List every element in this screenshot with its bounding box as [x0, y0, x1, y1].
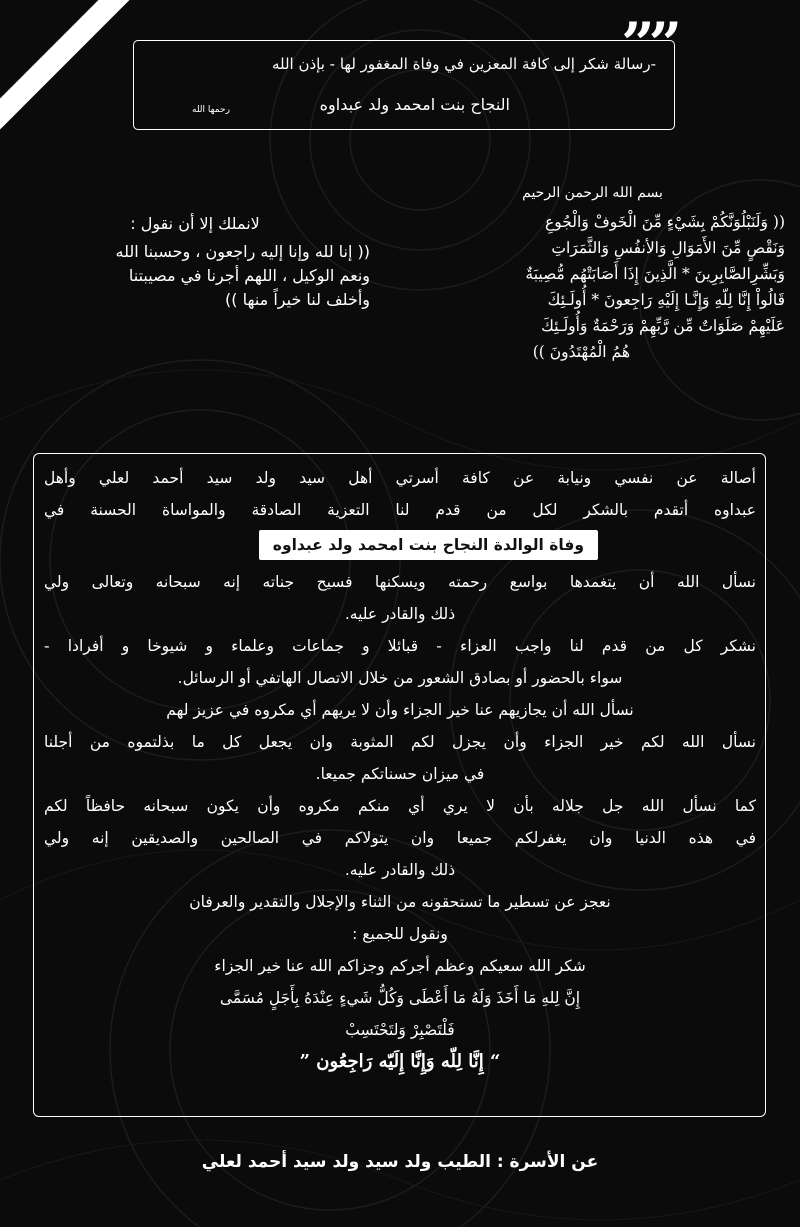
- basmala: بسم الله الرحمن الرحيم: [522, 185, 663, 201]
- highlighted-name: وفاة الوالدة النجاح بنت امحمد ولد عبداوه: [259, 530, 598, 560]
- thanks-message-box: [33, 453, 766, 1117]
- message-line: ذلك والقادر عليه.: [344, 861, 456, 879]
- verse-line: هُمُ الْمُهْتَدُونَ )): [532, 343, 630, 361]
- message-line: عبداوه أتقدم بالشكر لكل من قدم لنا التعزية الصادقة والمواساة الحسنة في: [44, 501, 756, 519]
- verse-line: (( وَلَنَبْلُوَنَّكُمْ بِشَيْءٍ مِّنَ الْخَوفْ وَالْجُوعِ: [545, 213, 785, 231]
- message-line: في ميزان حسناتكم جميعا.: [315, 765, 485, 783]
- prayer-lines: [20, 240, 370, 312]
- prayer-block: [20, 212, 370, 312]
- message-line: أصالة عن نفسي ونيابة عن كافة أسرتي أهل سيد ولد سيد أحمد لعلي وأهل: [44, 469, 756, 487]
- message-line: نسأل الله أن يجازيهم عنا خير الجزاء وأن لا يريهم أي مكروه في عزيز لهم: [166, 701, 634, 719]
- header-title: -رسالة شكر إلى كافة المعزين في وفاة المغفور لها - بإذن الله: [271, 55, 656, 73]
- verse-line: قَالُواْ إِنَّا لِلّهِ وَإِنَّـا إِلَيْهِ رَاجِعونَ * أُولَـئِكَ: [547, 291, 785, 309]
- message-line: نعجز عن تسطير ما تستحقونه من الثناء والإجلال والتقدير والعرفان: [189, 893, 611, 911]
- header-note: رحمها الله: [192, 105, 230, 115]
- verse-line: وَنَقْصٍ مِّنَ الأَمَوَالِ وَالأنفُسِ وَالثَّمَرَاتِ: [551, 239, 785, 257]
- thanks-message: [44, 462, 756, 1078]
- message-line: شكر الله سعيكم وعظم أجركم وجزاكم الله عنا خير الجزاء: [214, 957, 586, 975]
- header-box: [133, 10, 676, 130]
- message-line: نسأل الله لكم خير الجزاء وأن يجزل لكم المثوبة وان يجعل كل ما بذلتموه من أجلنا: [44, 733, 756, 751]
- prayer-line: (( إنا لله وإنا إليه راجعون ، وحسبنا الله: [115, 242, 370, 261]
- verse-line: وَبَشِّرِالصَّابِرِينَ * الَّذِينَ إِذَا أَصَابَتْهُم مُّصِيبَةٌ: [525, 265, 785, 283]
- deceased-name: النجاح بنت امحمد ولد عبداوه: [319, 95, 510, 114]
- family-signature: عن الأسرة : الطيب ولد سيد ولد سيد أحمد لعلي: [201, 1152, 599, 1172]
- message-line: ونقول للجميع :: [352, 925, 448, 943]
- message-line: فَلْتَصْبِرْ وَلتَحْتَسِبْ: [345, 1021, 455, 1039]
- message-line: نسأل الله أن يتغمدها بواسع رحمته ويسكنها فسيح جناته إنه سبحانه وتعالى ولي: [44, 573, 756, 591]
- message-line: إِنَّ لِلهِ مَا أَخَذَ وَلَهُ مَا أَعْطَى وَكُلُّ شَيءٍ عِنْدَهُ بِأَجَلٍ مُسَمَّى: [219, 989, 581, 1007]
- prayer-line: ونعم الوكيل ، اللهم أجرنا في مصيبتنا: [128, 266, 370, 285]
- prayer-heading: لانملك إلا أن نقول :: [130, 214, 260, 233]
- message-line: ذلك والقادر عليه.: [344, 605, 456, 623]
- quote-mark-icon: ””: [621, 10, 676, 78]
- quran-verse-block: [400, 185, 785, 365]
- message-line: كما نسأل الله جل جلاله بأن لا يري أي منكم مكروه وأن يكون سبحانه حافظاً لكم: [44, 797, 756, 815]
- message-line: نشكر كل من قدم لنا واجب العزاء - قبائلا و جماعات وعلماء و شيوخا و أفرادا -: [44, 637, 756, 655]
- verse-lines: [400, 209, 785, 365]
- verse-line: عَلَيْهِمْ صَلَوَاتٌ مِّن رَّبِّهِمْ وَرَحْمَةٌ وَأُولَـئِكَ: [541, 317, 785, 335]
- message-line: سواء بالحضور أو بصادق الشعور من خلال الاتصال الهاتفي أو الرسائل.: [177, 669, 623, 687]
- message-line: في هذه الدنيا وان يغفرلكم جميعا وان يتولاكم في الصالحين والصديقين إنه ولي: [44, 829, 756, 847]
- closing-verse: “ إِنَّا لِلّه وَإِنَّا إِلَيّه رَاجِعُون ”: [299, 1051, 501, 1072]
- highlight-row: [44, 526, 756, 566]
- prayer-line: وأخلف لنا خيراً منها )): [225, 290, 370, 309]
